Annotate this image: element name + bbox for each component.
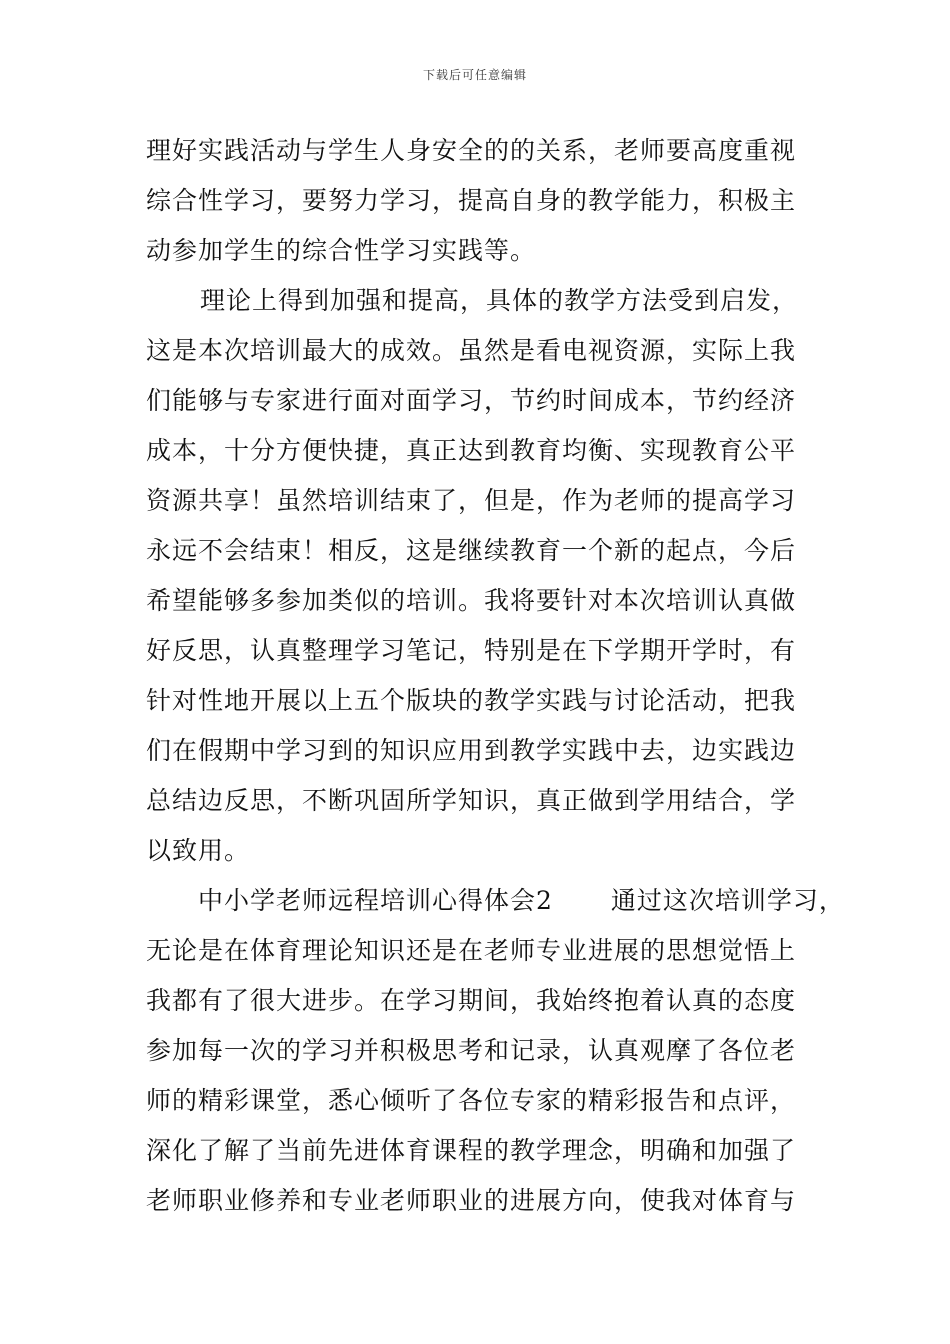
text-line: 以致用。 [146,836,251,865]
text-line: 总结边反思，不断巩固所学知识，真正做到学用结合，学 [146,786,797,815]
text-line-start: 通过这次培训学习， [610,886,845,915]
text-line: 针对性地开展以上五个版块的教学实践与讨论活动，把我 [146,686,797,715]
text-line: 永远不会结束！相反，这是继续教育一个新的起点，今后 [146,536,797,565]
document-body [146,126,845,1226]
text-line: 参加每一次的学习并积极思考和记录，认真观摩了各位老 [146,1036,797,1065]
text-line: 这是本次培训最大的成效。虽然是看电视资源，实际上我 [146,336,797,365]
page-header-note: 下载后可任意编辑 [422,68,527,82]
text-line: 我都有了很大进步。在学习期间，我始终抱着认真的态度 [146,986,797,1015]
paragraph-1 [146,126,816,276]
text-line: 理论上得到加强和提高，具体的教学方法受到启发， [200,286,799,315]
paragraph-3 [146,876,845,1226]
text-line: 理好实践活动与学生人身安全的的关系，老师要高度重视 [146,136,797,165]
text-line: 综合性学习，要努力学习，提高自身的教学能力，积极主 [146,186,797,215]
section-title: 中小学老师远程培训心得体会2 [198,886,553,915]
section-title-line [146,876,845,926]
text-line: 师的精彩课堂，悉心倾听了各位专家的精彩报告和点评， [146,1086,797,1115]
text-line: 资源共享！虽然培训结束了，但是，作为老师的提高学习 [146,486,797,515]
text-line: 动参加学生的综合性学习实践等。 [146,236,537,265]
text-line: 希望能够多参加类似的培训。我将要针对本次培训认真做 [146,586,797,615]
text-line: 老师职业修养和专业老师职业的进展方向，使我对体育与 [146,1186,797,1215]
text-line: 们在假期中学习到的知识应用到教学实践中去，边实践边 [146,736,797,765]
text-line: 深化了解了当前先进体育课程的教学理念，明确和加强了 [146,1136,797,1165]
text-line: 无论是在体育理论知识还是在老师专业进展的思想觉悟上 [146,936,797,965]
paragraph-2 [146,276,816,876]
text-line: 们能够与专家进行面对面学习，节约时间成本，节约经济 [146,386,797,415]
text-line: 成本，十分方便快捷，真正达到教育均衡、实现教育公平 [146,436,797,465]
text-line: 好反思，认真整理学习笔记，特别是在下学期开学时，有 [146,636,797,665]
